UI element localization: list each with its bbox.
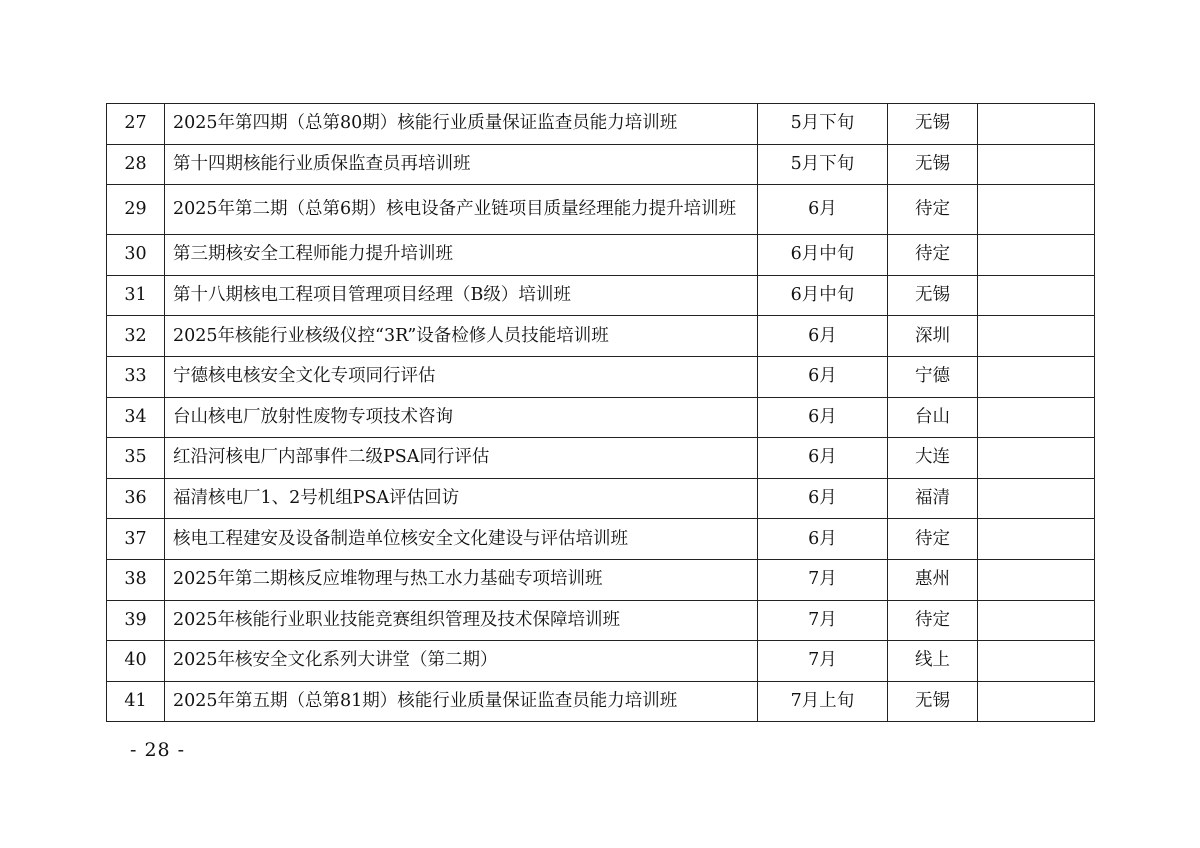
- remarks-cell: [978, 235, 1095, 276]
- time-cell: 6月中旬: [758, 275, 888, 316]
- item-name-cell: 2025年第五期（总第81期）核能行业质量保证监查员能力培训班: [165, 681, 758, 722]
- remarks-cell: [978, 275, 1095, 316]
- row-number-cell: 41: [107, 681, 165, 722]
- table-row: [107, 235, 1095, 276]
- item-name-cell: 2025年核能行业职业技能竞赛组织管理及技术保障培训班: [165, 600, 758, 641]
- item-name-cell: 红沿河核电厂内部事件二级PSA同行评估: [165, 438, 758, 479]
- row-number-cell: 36: [107, 478, 165, 519]
- table-row: [107, 519, 1095, 560]
- item-name-cell: 第十八期核电工程项目管理项目经理（B级）培训班: [165, 275, 758, 316]
- time-cell: 5月下旬: [758, 104, 888, 145]
- table-row: [107, 478, 1095, 519]
- remarks-cell: [978, 681, 1095, 722]
- time-cell: 7月上旬: [758, 681, 888, 722]
- location-cell: 线上: [888, 641, 978, 682]
- location-cell: 深圳: [888, 316, 978, 357]
- row-number-cell: 29: [107, 185, 165, 235]
- remarks-cell: [978, 316, 1095, 357]
- location-cell: 待定: [888, 235, 978, 276]
- item-name-cell: 2025年第二期核反应堆物理与热工水力基础专项培训班: [165, 559, 758, 600]
- row-number-cell: 31: [107, 275, 165, 316]
- location-cell: 待定: [888, 600, 978, 641]
- table-row: [107, 185, 1095, 235]
- location-cell: 福清: [888, 478, 978, 519]
- remarks-cell: [978, 478, 1095, 519]
- remarks-cell: [978, 356, 1095, 397]
- table-body: [107, 104, 1095, 722]
- table-row: [107, 559, 1095, 600]
- item-name-cell: 福清核电厂1、2号机组PSA评估回访: [165, 478, 758, 519]
- row-number-cell: 27: [107, 104, 165, 145]
- item-name-cell: 2025年第二期（总第6期）核电设备产业链项目质量经理能力提升培训班: [165, 185, 758, 235]
- location-cell: 宁德: [888, 356, 978, 397]
- table-row: [107, 438, 1095, 479]
- time-cell: 7月: [758, 641, 888, 682]
- time-cell: 6月: [758, 478, 888, 519]
- location-cell: 待定: [888, 185, 978, 235]
- location-cell: 无锡: [888, 144, 978, 185]
- row-number-cell: 39: [107, 600, 165, 641]
- table-row: [107, 641, 1095, 682]
- remarks-cell: [978, 559, 1095, 600]
- table-row: [107, 397, 1095, 438]
- training-schedule-table: [106, 103, 1095, 722]
- remarks-cell: [978, 600, 1095, 641]
- item-name-cell: 宁德核电核安全文化专项同行评估: [165, 356, 758, 397]
- time-cell: 6月: [758, 438, 888, 479]
- row-number-cell: 28: [107, 144, 165, 185]
- row-number-cell: 34: [107, 397, 165, 438]
- item-name-cell: 2025年核安全文化系列大讲堂（第二期）: [165, 641, 758, 682]
- location-cell: 台山: [888, 397, 978, 438]
- row-number-cell: 38: [107, 559, 165, 600]
- remarks-cell: [978, 104, 1095, 145]
- time-cell: 6月: [758, 316, 888, 357]
- remarks-cell: [978, 397, 1095, 438]
- table-row: [107, 104, 1095, 145]
- location-cell: 无锡: [888, 275, 978, 316]
- item-name-cell: 2025年核能行业核级仪控“3R”设备检修人员技能培训班: [165, 316, 758, 357]
- time-cell: 7月: [758, 559, 888, 600]
- time-cell: 6月中旬: [758, 235, 888, 276]
- location-cell: 无锡: [888, 104, 978, 145]
- row-number-cell: 37: [107, 519, 165, 560]
- location-cell: 待定: [888, 519, 978, 560]
- time-cell: 6月: [758, 185, 888, 235]
- time-cell: 5月下旬: [758, 144, 888, 185]
- table-row: [107, 144, 1095, 185]
- remarks-cell: [978, 144, 1095, 185]
- time-cell: 6月: [758, 519, 888, 560]
- row-number-cell: 33: [107, 356, 165, 397]
- remarks-cell: [978, 641, 1095, 682]
- location-cell: 惠州: [888, 559, 978, 600]
- time-cell: 6月: [758, 397, 888, 438]
- item-name-cell: 2025年第四期（总第80期）核能行业质量保证监查员能力培训班: [165, 104, 758, 145]
- item-name-cell: 台山核电厂放射性废物专项技术咨询: [165, 397, 758, 438]
- page-number: - 28 -: [130, 739, 186, 761]
- item-name-cell: 第十四期核能行业质保监查员再培训班: [165, 144, 758, 185]
- location-cell: 大连: [888, 438, 978, 479]
- remarks-cell: [978, 519, 1095, 560]
- item-name-cell: 第三期核安全工程师能力提升培训班: [165, 235, 758, 276]
- table-row: [107, 681, 1095, 722]
- item-name-cell: 核电工程建安及设备制造单位核安全文化建设与评估培训班: [165, 519, 758, 560]
- remarks-cell: [978, 185, 1095, 235]
- time-cell: 7月: [758, 600, 888, 641]
- row-number-cell: 35: [107, 438, 165, 479]
- row-number-cell: 32: [107, 316, 165, 357]
- table-row: [107, 275, 1095, 316]
- row-number-cell: 40: [107, 641, 165, 682]
- table-row: [107, 316, 1095, 357]
- table-row: [107, 600, 1095, 641]
- time-cell: 6月: [758, 356, 888, 397]
- row-number-cell: 30: [107, 235, 165, 276]
- table-row: [107, 356, 1095, 397]
- location-cell: 无锡: [888, 681, 978, 722]
- remarks-cell: [978, 438, 1095, 479]
